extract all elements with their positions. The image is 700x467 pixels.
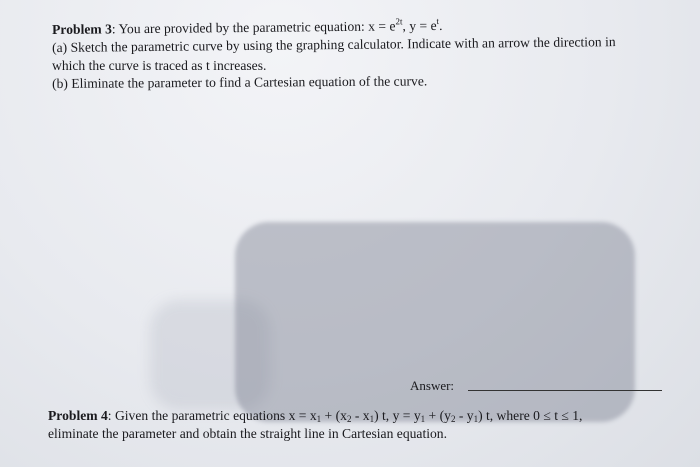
problem3-part-a-line1: (a) Sketch the parametric curve by using the graphing calculator. Indicate with an arrow the direction in xyxy=(52,34,616,55)
exp-y: t xyxy=(436,15,440,26)
problem4-label: Problem 4 xyxy=(48,408,108,423)
p4-text-a: : Given the parametric equations x = x xyxy=(107,408,317,423)
p4-sub-1: 1 xyxy=(316,414,322,424)
p4-sub-4: 1 xyxy=(420,414,426,424)
problem3-part-b: (b) Eliminate the parameter to find a Cartesian equation of the curve. xyxy=(52,73,428,91)
problem4-line1 xyxy=(48,408,582,424)
problem3-end: . xyxy=(439,17,443,33)
problem3-part-a-line2: which the curve is traced as t increases. xyxy=(52,58,267,73)
problem3-label: Problem 3 xyxy=(52,21,112,37)
p4-text-c: - x xyxy=(351,408,370,423)
p4-sub-5: 2 xyxy=(450,414,456,424)
p4-text-f: - y xyxy=(455,408,474,423)
p4-sub-2: 2 xyxy=(346,414,352,424)
answer-label: Answer: xyxy=(410,378,455,393)
problem4-line2: eliminate the parameter and obtain the straight line in Cartesian equation. xyxy=(48,426,447,441)
problem3-mid: , y = e xyxy=(402,17,437,34)
p4-sub-6: 1 xyxy=(473,414,479,424)
p4-text-g: ) t, where 0 ≤ t ≤ 1, xyxy=(478,408,583,423)
problem3-intro: : You are provided by the parametric equation: x = e xyxy=(111,18,396,37)
p4-text-b: + (x xyxy=(321,408,347,423)
answer-blank-line xyxy=(468,390,662,391)
p4-sub-3: 1 xyxy=(369,414,375,424)
p4-text-d: ) t, y = y xyxy=(374,408,421,423)
p4-text-e: + (y xyxy=(425,408,451,423)
exp-x: 2t xyxy=(395,16,403,27)
